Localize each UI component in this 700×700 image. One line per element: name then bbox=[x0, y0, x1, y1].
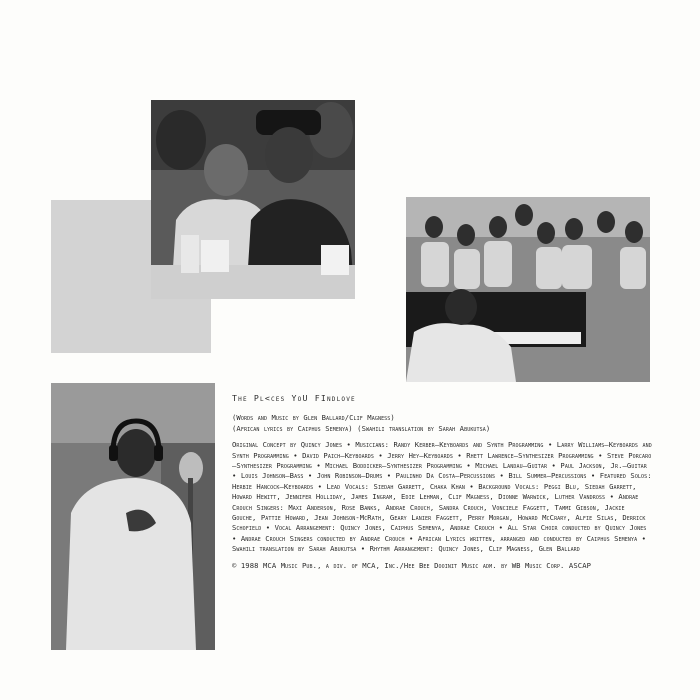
subtitle-line-2: (African lyrics by Caiphus Semenya) (Swahili translation by Sarah Abukutsa) bbox=[232, 423, 491, 433]
copyright-notice: © 1988 MCA Music Pub., a div. of MCA, Inc./Hee Bee Dooinit Music adm. by WB Music Corp. ASCAP bbox=[232, 560, 592, 570]
songwriter-credits bbox=[232, 413, 652, 434]
song-credits bbox=[232, 393, 652, 577]
photo-choir-rehearsal bbox=[406, 197, 650, 382]
song-title: The Pl<ces YoU FIndlove bbox=[232, 393, 356, 403]
photo-studio-session bbox=[151, 100, 355, 299]
subtitle-line-1: (Words and Music by Glen Ballard/Clif Magness) bbox=[232, 413, 395, 423]
musician-credits: Original Concept by Quincy Jones • Musicians: Randy Kerber—Keyboards and Synth Programming • Larry Williams—Keyboards and Synth Programming • David Paich—Keyboards • Jerry Hey—Keyboards • Rhett Lawrence—Synthesizer Programming • Steve Porcaro—Synthesizer Programming • Michael Boddicker—Synthesizer Programming • Michael Landau—Guitar • Paul Jackson, Jr.—Guitar • Louis Johnson—Bass • John Robinson—Drums • Paulinho Da Costa—Percussions • Bill Summer—Percussions • Featured Solos: Herbie Hancock—Keyboards • Lead Vocals: Siedah Garrett, Chaka Khan • Background Vocals: Peggi Blu, Siedah Garrett, Howard Hewitt, Jennifer Holliday, James Ingram, Edie Lehman, Clif Magness, Dionne Warwick, Luther Vandross • Andrae Crouch Singers: Maxi Anderson, Rose Banks, Andrae Crouch, Sandra Crouch, Vonciele Faggett, Tammi Gibson, Jackie Gouche, Pattie Howard, Jean Johnson-McRath, Geary Lanier Faggett, Perry Morgan, Howard McCrary, Alfie Silas, Derrick Schofield • Vocal Arrangement: Quincy Jones, Caiphus Semenya, Andrae Crouch • All Star Choir conducted by Quincy Jones • Andrae Crouch Singers conducted by Andrae Crouch • African Lyrics written, arranged and conducted by Caiphus Semenya • Swahili translation by Sarah Abukutsa • Rhythm Arrangement: Quincy Jones, Clif Magness, Glen Ballard bbox=[232, 440, 652, 554]
photo-vocalist-recording bbox=[51, 383, 215, 650]
